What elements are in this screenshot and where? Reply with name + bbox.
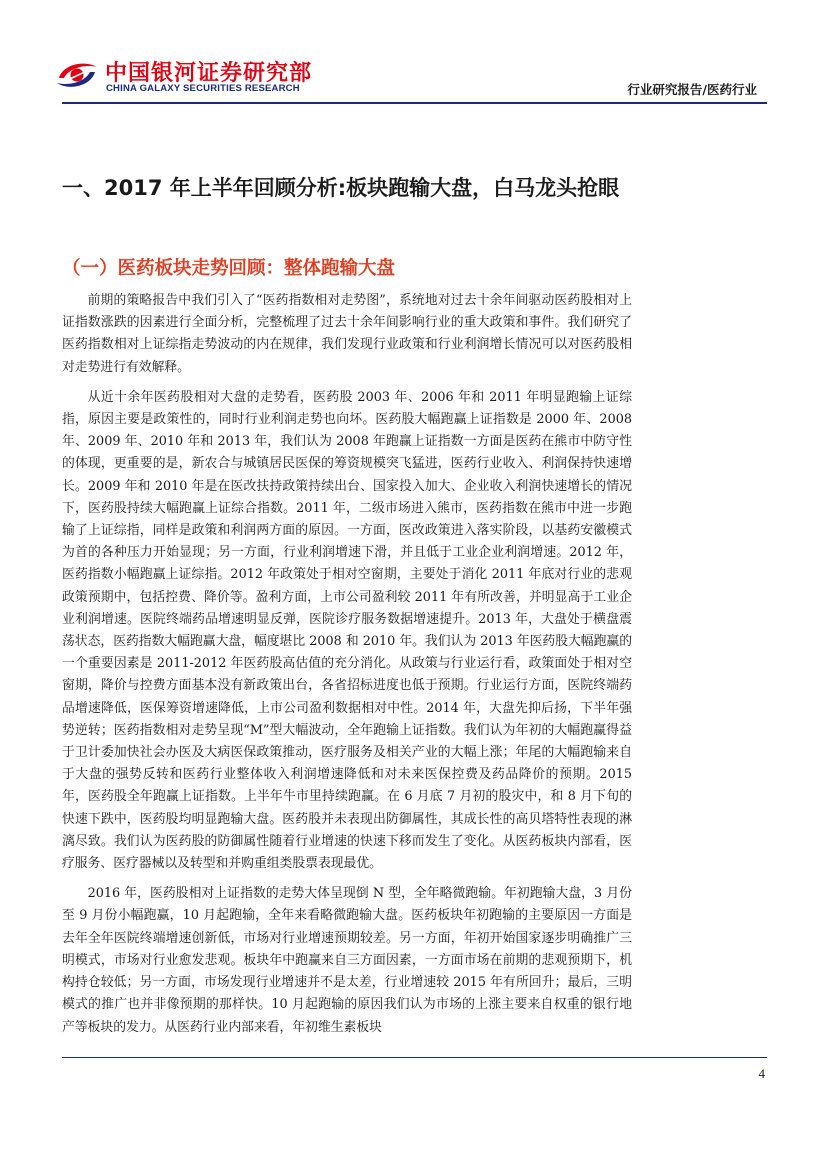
body-paragraph: 前期的策略报告中我们引入了“医药指数相对走势图”，系统地对过去十余年间驱动医药股相对上证指数涨跌的因素进行全面分析，完整梳理了过去十余年间影响行业的重大政策和事件。我们研究了医药指数相对上证综指走势波动的内在规律，我们发现行业政策和行业利润增长情况可以对医药股相对走势进行有效解释。	[62, 293, 632, 375]
footer-divider	[62, 1057, 767, 1058]
section-title: 一、2017 年上半年回顾分析:板块跑输大盘，白马龙头抢眼	[62, 176, 620, 200]
report-body	[62, 290, 632, 1047]
subsection-title: （一）医药板块走势回顾：整体跑输大盘	[62, 258, 396, 279]
header-divider	[62, 102, 767, 104]
galaxy-swoosh-logo-icon	[55, 58, 99, 92]
brand-name-en: CHINA GALAXY SECURITIES RESEARCH	[106, 83, 300, 94]
page-header	[0, 0, 827, 110]
report-type-label: 行业研究报告/医药行业	[627, 82, 757, 97]
page-number: 4	[758, 1066, 765, 1081]
body-paragraph: 从近十余年医药股相对大盘的走势看，医药股 2003 年、2006 年和 2011 年明显跑输上证综指，原因主要是政策性的，同时行业利润走势也向坏。医药股大幅跑赢上证指数是 2000 年、2008 年、2009 年、2010 年和 2013 年，我们认为 2008 年跑赢上证指数一方面是医药在熊市中防守性的体现，更重要的是，新农合与城镇居民医保的筹资规模突飞猛进，医药行业收入、利润保持快速增长。2009 年和 2010 年是在医改扶持政策持续出台、国家投入加大、企业收入利润快速增长的情况下，医药股持续大幅跑赢上证综合指数。2011 年，二级市场进入熊市，医药指数在熊市中进一步跑输了上证综指，同样是政策和利润两方面的原因。一方面，医改政策进入落实阶段，以基药安徽模式为首的各种压力开始显现；另一方面，行业利润增速下滑，并且低于工业企业利润增速。2012 年，医药指数小幅跑赢上证综指。2012 年政策处于相对空窗期，主要处于消化 2011 年底对行业的悲观政策预期中，包括控费、降价等。盈利方面，上市公司盈利较 2011 年有所改善，并明显高于工业企业利润增速。医院终端药品增速明显反弹，医院诊疗服务数据增速提升。2013 年，大盘处于横盘震荡状态，医药指数大幅跑赢大盘，幅度堪比 2008 和 2010 年。我们认为 2013 年医药股大幅跑赢的一个重要因素是 2011-2012 年医药股高估值的充分消化。从政策与行业运行看，政策面处于相对空窗期，降价与控费方面基本没有新政策出台，各省招标进度也低于预期。行业运行方面，医院终端药品增速降低，医保筹资增速降低，上市公司盈利数据相对中性。2014 年，大盘先抑后扬，下半年强势逆转；医药指数相对走势呈现“M”型大幅波动，全年跑输上证指数。我们认为年初的大幅跑赢得益于卫计委加快社会办医及大病医保政策推动，医疗服务及相关产业的大幅上涨；年尾的大幅跑输来自于大盘的强势反转和医药行业整体收入利润增速降低和对未来医保控费及药品降价的预期。2015 年，医药股全年跑赢上证指数。上半年牛市里持续跑赢。在 6 月底 7 月初的股灾中，和 8 月下旬的快速下跌中，医药股均明显跑输大盘。医药股并未表现出防御属性，其成长性的高贝塔特性表现的淋漓尽致。我们认为医药股的防御属性随着行业增速的快速下移而发生了变化。从医药板块内部看，医疗服务、医疗器械以及转型和并购重组类股票表现最优。	[62, 389, 632, 872]
brand-name-cn: 中国银河证券研究部	[105, 61, 313, 86]
body-paragraph: 2016 年，医药股相对上证指数的走势大体呈现倒 N 型，全年略微跑输。年初跑输大盘，3 月份至 9 月份小幅跑赢，10 月起跑输，全年来看略微跑输大盘。医药板块年初跑输的主要原因一方面是去年全年医院终端增速创新低，市场对行业增速预期较差。另一方面，年初开始国家逐步明确推广三明模式，市场对行业愈发悲观。板块年中跑赢来自三方面因素，一方面市场在前期的悲观预期下，机构持仓较低；另一方面，市场发现行业增速并不是太差，行业增速较 2015 年有所回升；最后，三明模式的推广也并非像预期的那样快。10 月起跑输的原因我们认为市场的上涨主要来自权重的银行地产等板块的发力。从医药行业内部来看，年初维生素板块	[62, 886, 632, 1035]
